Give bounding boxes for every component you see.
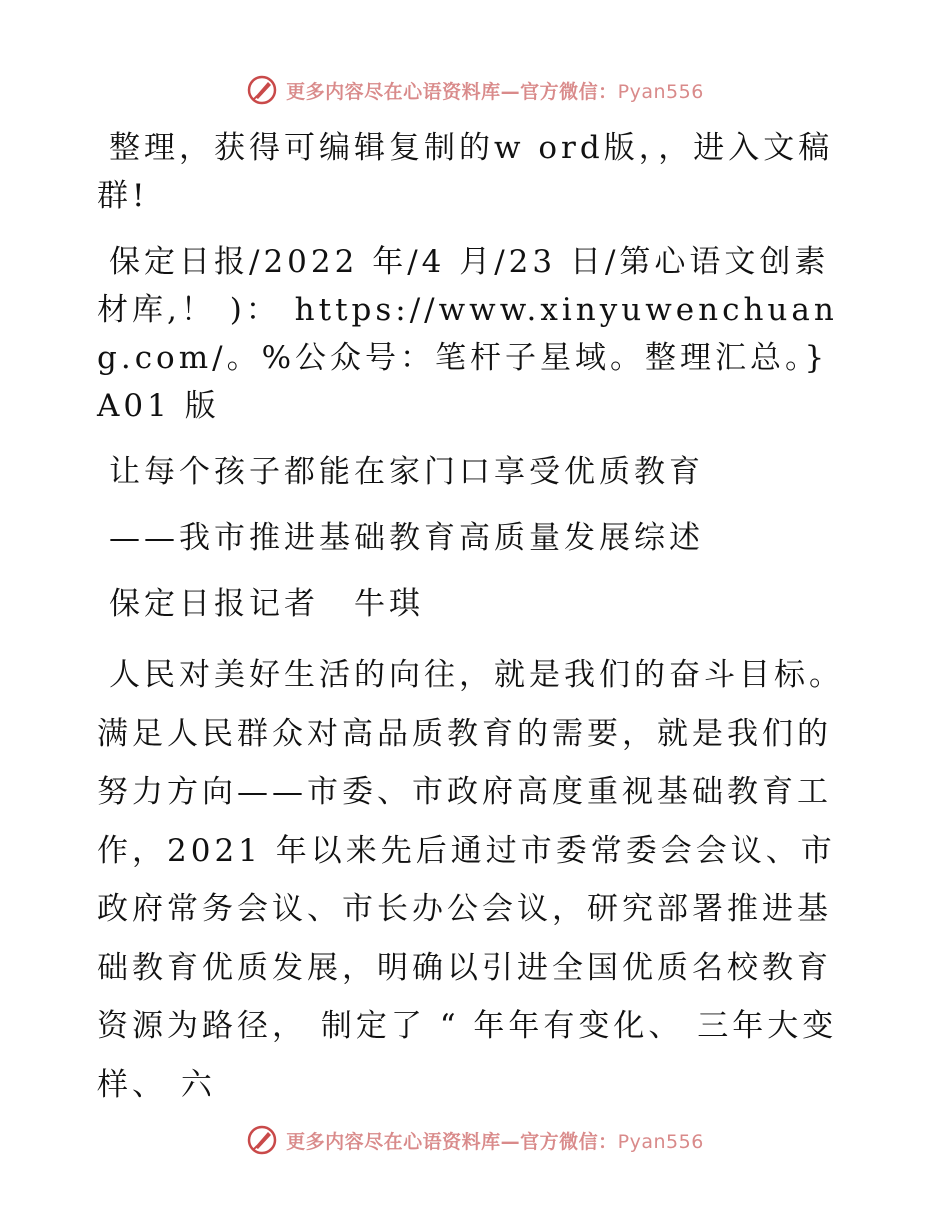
- watermark-text: 更多内容尽在心语资料库—官方微信：Pyan556: [286, 80, 704, 103]
- article-title: 让每个孩子都能在家门口享受优质教育: [109, 454, 704, 490]
- document-body: [97, 124, 857, 1114]
- article-byline: 保定日报记者 牛琪: [109, 586, 424, 622]
- intro-paragraph: 整理，获得可编辑复制的w ord版，，进入文稿群!: [97, 130, 834, 214]
- footer-watermark: [0, 1120, 950, 1160]
- body-paragraph: 人民对美好生活的向往，就是我们的奋斗目标。满足人民群众对高品质教育的需要，就是我们的努力方向——市委、市政府高度重视基础教育工作，2021 年以来先后通过市委常委会会议、市政府常务会议、市长办公会议，研究部署推进基础教育优质发展，明确以引进全国优质名校教育资源为路径， 制定了 “ 年年有变化、 三年大变样、 六: [97, 657, 844, 1103]
- article-subtitle: ——我市推进基础教育高质量发展综述: [109, 520, 704, 556]
- quill-circle-logo-icon: [246, 1124, 278, 1156]
- quill-circle-logo-icon: [246, 74, 278, 106]
- header-watermark: [0, 70, 950, 110]
- watermark-text: 更多内容尽在心语资料库—官方微信：Pyan556: [286, 1130, 704, 1153]
- source-paragraph: 保定日报/2022 年/4 月/23 日/第心语文创素材库,！ )： https://www.xinyuwenchuang.com/。%公众号：笔杆子星域。整理汇总。} A01 版: [97, 244, 838, 424]
